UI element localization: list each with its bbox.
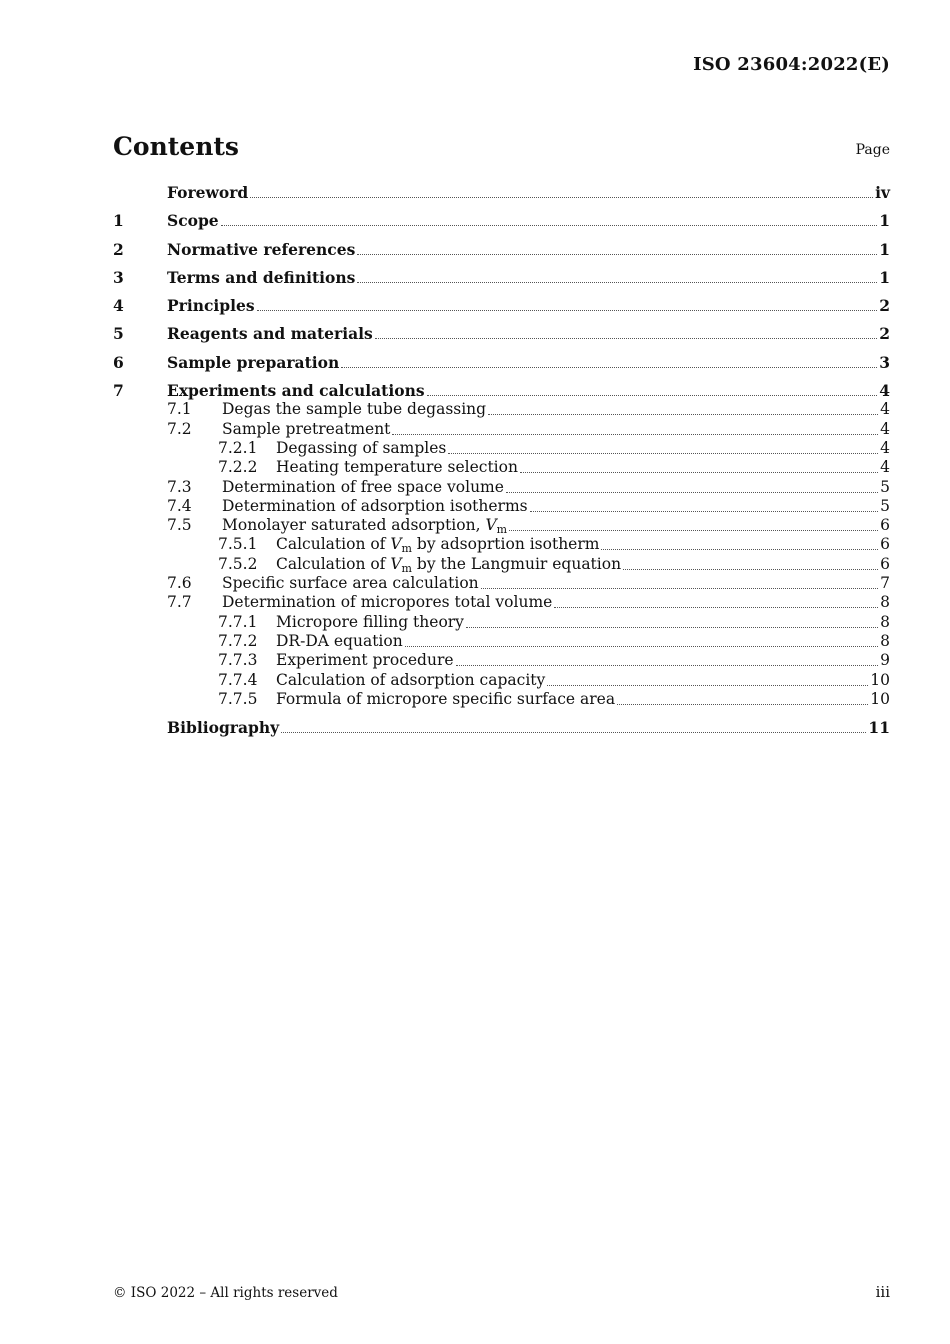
toc-entry-page: 4: [880, 400, 890, 419]
toc-entry-page: 5: [880, 496, 890, 515]
toc-entry-title: Degassing of samples: [276, 438, 447, 457]
toc-entry[interactable]: [113, 632, 890, 651]
toc-entry-page: 1: [879, 211, 890, 231]
toc-entry-page: iv: [875, 183, 890, 202]
dot-leader: [250, 197, 873, 198]
copyright-notice: © ISO 2022 – All rights reserved: [113, 1285, 338, 1301]
toc-entry-title: [276, 555, 621, 574]
toc-entry-title: Degas the sample tube degassing: [222, 400, 487, 419]
toc-entry-number: 7: [113, 381, 124, 401]
toc-entry-number: 7.2: [167, 419, 192, 438]
toc-entry[interactable]: [113, 183, 890, 202]
toc-entry[interactable]: [113, 555, 890, 574]
toc-entry-title: Scope: [167, 211, 219, 231]
toc-entry-title: Experiments and calculations: [167, 381, 425, 401]
toc-entry-page: 2: [879, 296, 890, 316]
toc-entry[interactable]: [113, 240, 890, 259]
dot-leader: [427, 395, 878, 396]
toc-entry-page: 5: [880, 477, 890, 496]
dot-leader: [281, 732, 866, 733]
toc-entry-title: Reagents and materials: [167, 324, 373, 344]
toc-entry-page: 9: [880, 651, 890, 670]
dot-leader: [509, 530, 878, 531]
toc-entry[interactable]: [113, 400, 890, 419]
toc-entry[interactable]: [113, 268, 890, 287]
toc-entry-subscript: m: [401, 542, 412, 556]
toc-entry-page: 1: [879, 267, 890, 287]
table-of-contents: [113, 183, 890, 737]
toc-entry-title: DR-DA equation: [276, 631, 403, 650]
toc-entry-title-suffix: by adsoprtion isotherm: [411, 535, 600, 554]
toc-entry-page: 7: [880, 574, 890, 593]
toc-entry-number: 7.2.2: [218, 458, 258, 477]
toc-entry-page: 4: [879, 381, 890, 401]
contents-heading: Contents: [113, 132, 240, 161]
dot-leader: [530, 511, 879, 512]
toc-entry-number: 7.2.1: [218, 438, 258, 457]
toc-entry-number: 7.1: [167, 400, 192, 419]
toc-entry[interactable]: [113, 593, 890, 612]
dot-leader: [554, 607, 878, 608]
toc-entry[interactable]: [113, 516, 890, 535]
toc-entry-page: 4: [880, 458, 890, 477]
toc-entry-page: 1: [879, 239, 890, 259]
toc-entry-number: 3: [113, 267, 124, 287]
toc-entry-number: 1: [113, 211, 124, 231]
dot-leader: [617, 704, 868, 705]
toc-entry-title: Sample pretreatment: [222, 419, 391, 438]
toc-entry-title-text: Monolayer saturated adsorption,: [222, 516, 486, 535]
toc-entry-page: 10: [870, 689, 890, 708]
toc-entry-number: 4: [113, 296, 124, 316]
toc-entry-title: Micropore filling theory: [276, 612, 464, 631]
toc-entry-number: 7.5.1: [218, 535, 258, 554]
toc-entry-page: 6: [880, 535, 890, 554]
dot-leader: [357, 254, 877, 255]
toc-entry[interactable]: [113, 613, 890, 632]
toc-entry[interactable]: [113, 381, 890, 400]
toc-entry-title: Formula of micropore specific surface area: [276, 689, 616, 708]
toc-entry-number: 7.7.5: [218, 689, 258, 708]
toc-entry-subscript: m: [401, 561, 412, 575]
toc-entry-title: [222, 516, 507, 535]
toc-entry-title: Principles: [167, 296, 255, 316]
toc-entry-number: 7.5.2: [218, 554, 258, 573]
toc-entry-page: 4: [880, 438, 890, 457]
toc-entry-page: 8: [880, 593, 890, 612]
toc-entry-title: Sample preparation: [167, 352, 340, 372]
dot-leader: [488, 414, 878, 415]
dot-leader: [601, 549, 878, 550]
toc-entry-number: 7.4: [167, 496, 192, 515]
toc-entry[interactable]: [113, 535, 890, 554]
toc-entry-number: 7.7.1: [218, 612, 258, 631]
toc-entry-title: Bibliography: [167, 718, 280, 738]
toc-entry-number: 5: [113, 324, 124, 344]
toc-entry-page: 4: [880, 419, 890, 438]
toc-entry-title-suffix: by the Langmuir equation: [411, 554, 622, 573]
toc-entry[interactable]: [113, 324, 890, 343]
toc-entry-title: Determination of micropores total volume: [222, 593, 553, 612]
dot-leader: [520, 472, 878, 473]
toc-entry-title: Foreword: [167, 183, 249, 202]
toc-entry-number: 7.5: [167, 516, 192, 535]
toc-entry-number: 6: [113, 352, 124, 372]
toc-entry[interactable]: [113, 718, 890, 737]
dot-leader: [481, 588, 878, 589]
toc-entry-title: Determination of adsorption isotherms: [222, 496, 528, 515]
toc-entry-title: Heating temperature selection: [276, 458, 518, 477]
toc-entry[interactable]: [113, 458, 890, 477]
toc-entry[interactable]: [113, 439, 890, 458]
toc-entry[interactable]: [113, 478, 890, 497]
toc-entry[interactable]: [113, 651, 890, 670]
toc-entry-page: 6: [880, 554, 890, 573]
toc-entry[interactable]: [113, 353, 890, 372]
document-id: ISO 23604:2022(E): [693, 54, 890, 75]
toc-entry-variable: V: [485, 516, 497, 535]
toc-entry-variable: V: [390, 554, 402, 573]
page-number: iii: [875, 1283, 890, 1301]
toc-entry-variable: V: [390, 535, 402, 554]
toc-entry[interactable]: [113, 574, 890, 593]
toc-entry-number: 7.6: [167, 574, 192, 593]
toc-entry[interactable]: [113, 296, 890, 315]
dot-leader: [405, 646, 878, 647]
dot-leader: [456, 665, 879, 666]
dot-leader: [341, 367, 877, 368]
toc-entry-number: 7.7.2: [218, 631, 258, 650]
toc-entry-number: 2: [113, 239, 124, 259]
toc-entry-title: Terms and definitions: [167, 267, 356, 287]
dot-leader: [257, 310, 878, 311]
toc-entry[interactable]: [113, 497, 890, 516]
dot-leader: [466, 627, 878, 628]
toc-entry-title: [276, 535, 599, 554]
toc-entry[interactable]: [113, 211, 890, 230]
toc-entry-page: 8: [880, 612, 890, 631]
toc-entry-number: 7.7: [167, 593, 192, 612]
dot-leader: [357, 282, 877, 283]
toc-entry-page: 11: [868, 718, 890, 738]
dot-leader: [375, 338, 877, 339]
toc-entry-number: 7.3: [167, 477, 192, 496]
toc-entry[interactable]: [113, 420, 890, 439]
dot-leader: [506, 492, 878, 493]
toc-entry-number: 7.7.3: [218, 651, 258, 670]
toc-entry-page: 6: [880, 516, 890, 535]
toc-entry-title: Determination of free space volume: [222, 477, 504, 496]
toc-entry-title: Specific surface area calculation: [222, 574, 479, 593]
toc-entry-title: Calculation of adsorption capacity: [276, 670, 546, 689]
dot-leader: [448, 453, 878, 454]
toc-entry-subscript: m: [496, 523, 508, 537]
toc-entry-page: 10: [870, 670, 890, 689]
toc-entry-title: Experiment procedure: [276, 651, 454, 670]
dot-leader: [392, 434, 878, 435]
toc-entry-title: Normative references: [167, 239, 356, 259]
toc-entry-title-text: Calculation of: [276, 535, 391, 554]
dot-leader: [221, 225, 878, 226]
toc-entry-page: 8: [880, 631, 890, 650]
toc-entry[interactable]: [113, 690, 890, 709]
toc-entry-page: 3: [879, 352, 890, 372]
toc-entry-title-text: Calculation of: [276, 554, 391, 573]
toc-entry-number: 7.7.4: [218, 670, 258, 689]
dot-leader: [547, 685, 868, 686]
dot-leader: [623, 569, 878, 570]
page-column-label: Page: [855, 142, 890, 158]
toc-entry-page: 2: [879, 324, 890, 344]
toc-entry[interactable]: [113, 671, 890, 690]
